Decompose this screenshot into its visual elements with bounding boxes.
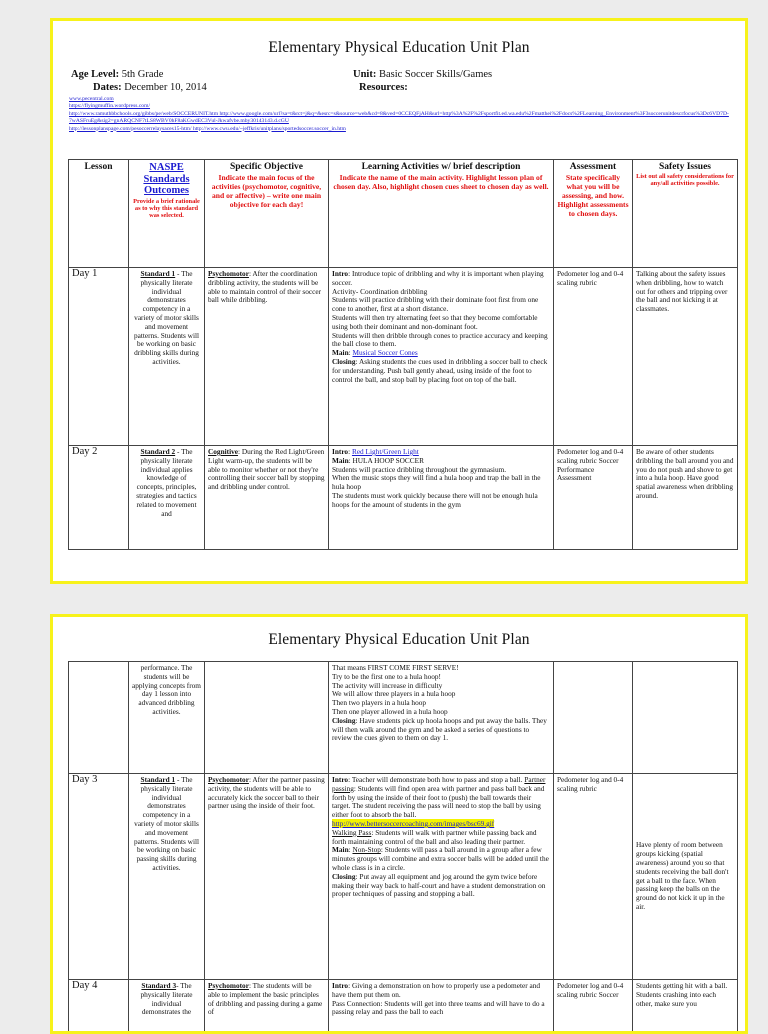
objective-cell: Psychomotor: After the partner passing activity, the students will be able to accurately kick the soccer ball to their partner using the inside of their foot. — [205, 774, 329, 980]
day-label: Day 2 — [69, 446, 129, 550]
activities-cell: Intro: Giving a demonstration on how to properly use a pedometer and have them put them on. Pass Connection: Students will get into three teams and will have to do a passing relay and pass the ball to each — [329, 980, 554, 1034]
activities-cell: Intro: Red Light/Green Light Main: HULA HOOP SOCCER Students will practice dribbling throughout the gymnasium. When the music stops they will find a hula hoop and trap the ball in the hula hoop The students must work quickly because there will not be enough hula hoops for the amount of students in the gym — [329, 446, 554, 550]
header-naspe: NASPE Standards Outcomes Provide a brief rationale as to why this standard was selected. — [129, 160, 205, 268]
resources-label: Resources: — [359, 82, 408, 93]
safety-cell: Students getting hit with a ball. Students crashing into each other, make sure you — [633, 980, 738, 1034]
assessment-cell — [554, 662, 633, 774]
page-title: Elementary Physical Education Unit Plan — [53, 631, 745, 649]
table-row — [69, 446, 738, 550]
unit-meta — [53, 69, 745, 113]
standard-cell: performance. The students will be applying concepts from day 1 lesson into advanced dribbling activities. — [129, 662, 205, 774]
dates: Dates: December 10, 2014 — [93, 82, 207, 93]
resource-link[interactable]: https://flyingmuffin.wordpress.com/ — [69, 103, 731, 110]
safety-cell — [633, 662, 738, 774]
musical-soccer-cones-link[interactable]: Musical Soccer Cones — [352, 348, 417, 357]
day-label: Day 4 — [69, 980, 129, 1034]
table-header-row — [69, 160, 738, 268]
header-safety: Safety Issues List out all safety considerations for any/all activities possible. — [633, 160, 738, 268]
passing-diagram-link[interactable]: http://www.bettersoccercoaching.com/images/bsc69.gif — [332, 819, 494, 828]
table-row — [69, 662, 738, 774]
safety-cell: Have plenty of room between groups kicking (spatial awareness) around you so that students receiving the ball don't get a ball to the face. When passing keep the balls on the ground do not kick it up in the air. — [633, 774, 738, 980]
standard-cell: Standard 1 - The physically literate individual demonstrates competency in a variety of motor skills and movement patterns. Students will be working on basic passing skills during activities. — [129, 774, 205, 980]
safety-cell: Talking about the safety issues when dribbling, how to watch out for others and tripping over the ball and not kicking it at classmates. — [633, 268, 738, 446]
header-assessment: Assessment State specifically what you will be assessing, and how. Highlight assessments to chosen days. — [554, 160, 633, 268]
resource-link[interactable]: http://www.ramuthbbchools.org/gibbs/pe/web/SOCCERUNIT.htm http://www.google.com/url?sa=t&rct=j&q=&esrc=s&source=web&cd=8&ved=0CCEQFjAH&url=http%3A%2F%2Fsportfit.ed.wa.edu%2Fmatthei%2Fdocs%2FLearning_Environment%3F3soccerunitdescrfocus%3Dc6VD7D-7wASFruEg&sig2=gnARQCNF7tLS8WBV0hF8aKGwdEC3Vul-Jkwafvbe.mby30143143.d.cGU — [69, 111, 731, 126]
objective-cell: Psychomotor: After the coordination dribbling activity, the students will be able to maintain control of their soccer ball while dribbling. — [205, 268, 329, 446]
header-activities: Learning Activities w/ brief description Indicate the name of the main activity. Highlight lesson plan of chosen day. Also, highlight chosen cues sheet to chosen day as well. — [329, 160, 554, 268]
page-title: Elementary Physical Education Unit Plan — [53, 39, 745, 57]
standard-cell: Standard 1 - The physically literate individual demonstrates competency in a variety of motor skills and movement patterns. Students will be working on basic dribbling skills during activities. — [129, 268, 205, 446]
assessment-cell: Pedometer log and 0-4 scaling rubric Soccer Performance Assessment — [554, 446, 633, 550]
header-objective: Specific Objective Indicate the main focus of the activities (psychomotor, cognitive, and or affective) – write one main objective for each day! — [205, 160, 329, 268]
unit-plan-table — [68, 661, 738, 1034]
document-page-1 — [50, 18, 748, 584]
resource-link[interactable]: http://lessonplanspage.com/pesoccerrelaysaces15-htm/ http://www.cwu.edu/~jeffkris/unitplans/sportedsoccer.soccer_in.htm — [69, 126, 731, 133]
objective-cell: Psychomotor: The students will be able to implement the basic principles of dribbling and passing during a game of — [205, 980, 329, 1034]
activities-cell: Intro: Teacher will demonstrate both how to pass and stop a ball. Partner passing: Students will find open area with partner and pass ball back and forth by using the inside of their foot to (push) the ball towards their target. The student receiving the pass will need to stop the ball by using either foot to absorb the ball. http://www.bettersoccercoaching.com/images/bsc69.gif Walking Pass: Students will walk with partner while passing back and forth maintaining control of the ball and also leading their partner. Main: Non-Stop: Students will pass a ball around in a group after a few minutes groups will combine and extra soccer balls will be added until the whole class is in a circle. Closing: Put away all equipment and jog around the gym twice before making their way back to half-court and have a student demonstration on proper techniques of passing and stopping a ball. — [329, 774, 554, 980]
objective-cell: Cognitive: During the Red Light/Green Light warm-up, the students will be able to monitor whether or not they're controlling their soccer ball by stopping and dribbling under control. — [205, 446, 329, 550]
objective-cell — [205, 662, 329, 774]
assessment-cell: Pedometer log and 0-4 scaling rubric Soccer — [554, 980, 633, 1034]
table-row — [69, 980, 738, 1034]
table-row — [69, 774, 738, 980]
unit: Unit: Basic Soccer Skills/Games — [353, 69, 492, 80]
document-page-2 — [50, 614, 748, 1034]
resource-link[interactable]: www.pecentral.com — [69, 96, 731, 103]
assessment-cell: Pedometer log and 0-4 scaling rubric — [554, 268, 633, 446]
safety-cell: Be aware of other students dribbling the ball around you and you do not push and shove to get into a hula hoop. Have good spatial awareness when dribbling around. — [633, 446, 738, 550]
table-row — [69, 268, 738, 446]
assessment-cell: Pedometer log and 0-4 scaling rubric — [554, 774, 633, 980]
header-lesson: Lesson — [69, 160, 129, 268]
activities-cell: Intro: Introduce topic of dribbling and why it is important when playing soccer. Activity- Coordination dribbling Students will practice dribbling with their dominate foot first from one cone to another, first at a short distance. Students will then try alternating feet so that they become comfortable using both their dominant and non-dominant foot. Students will then dribble through cones to practice accuracy and keeping the ball close to them. Main: Musical Soccer Cones Closing: Asking students the cues used in dribbling a soccer ball to check for understanding. Push ball gently ahead, using inside of the foot to control the ball, and stop ball by placing foot on top of the ball. — [329, 268, 554, 446]
day-label — [69, 662, 129, 774]
day-label: Day 3 — [69, 774, 129, 980]
day-label: Day 1 — [69, 268, 129, 446]
activities-cell: That means FIRST COME FIRST SERVE! Try to be the first one to a hula hoop! The activity will increase in difficulty We will allow three players in a hula hoop Then two players in a hula hoop Then one player allowed in a hula hoop Closing: Have students pick up hoola hoops and put away the balls. They will then walk around the gym and be asked a series of questions to review the cues given to them on day 1. — [329, 662, 554, 774]
red-light-green-light-link[interactable]: Red Light/Green Light — [352, 447, 419, 456]
age-level: Age Level: 5th Grade — [71, 69, 163, 80]
standard-cell: Standard 2 - The physically literate individual applies knowledge of concepts, principles, strategies and tactics related to movement and — [129, 446, 205, 550]
standard-cell: Standard 3- The physically literate individual demonstrates the — [129, 980, 205, 1034]
unit-plan-table — [68, 159, 738, 550]
